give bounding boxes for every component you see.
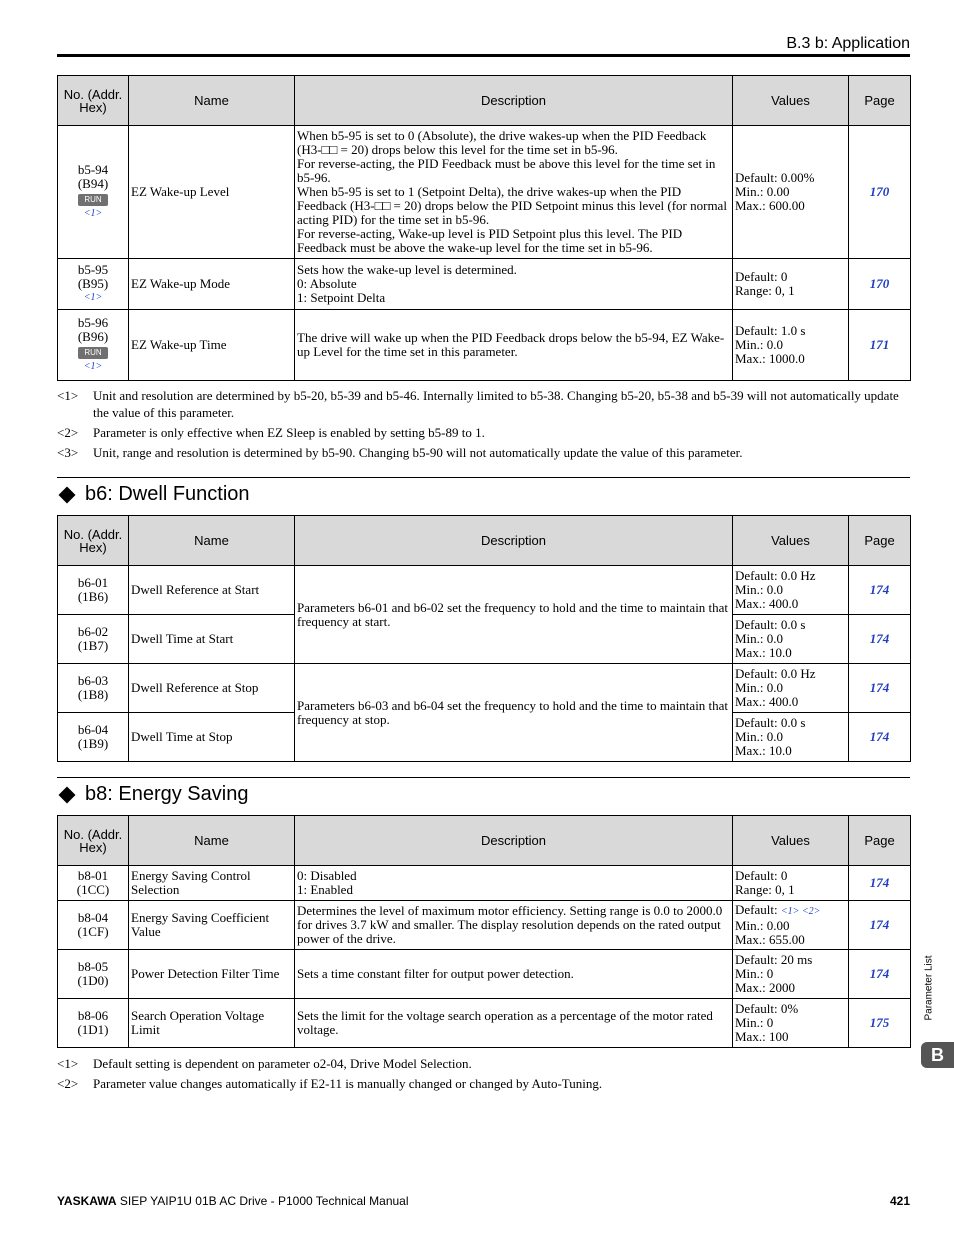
table-row: [58, 901, 911, 950]
param-number: b8-05: [77, 959, 109, 974]
run-icon: RUN: [78, 194, 108, 206]
param-name: Search Operation Voltage Limit: [129, 999, 295, 1048]
run-icon: RUN: [78, 347, 108, 359]
param-name: Dwell Reference at Stop: [129, 664, 295, 713]
footnote: [57, 1075, 910, 1092]
value-line: Default: 0: [735, 269, 788, 284]
param-address: (1CF): [77, 924, 109, 939]
param-values: [733, 866, 849, 901]
footnote: [57, 1055, 910, 1072]
value-line: Default: 0: [735, 868, 788, 883]
footnote-key: <1>: [57, 388, 79, 403]
page-link[interactable]: 175: [849, 999, 911, 1048]
page-link[interactable]: 171: [849, 310, 911, 381]
b8-notes: [57, 1055, 910, 1095]
param-values: [733, 664, 849, 713]
param-no-cell: [58, 259, 129, 310]
desc-line: 0: Disabled: [297, 868, 357, 883]
footer-doc: [57, 1194, 409, 1208]
param-name: EZ Wake-up Mode: [129, 259, 295, 310]
footnote-key: <2>: [57, 425, 79, 440]
page-link[interactable]: 170: [849, 259, 911, 310]
param-description: Parameters b6-01 and b6-02 set the frequency to hold and the time to maintain that frequency at start.: [295, 566, 733, 664]
page-footer: [57, 1194, 910, 1208]
value-line: Max.: 2000: [735, 980, 795, 995]
param-number: b8-01: [77, 868, 109, 883]
running-header: B.3 b: Application: [786, 35, 910, 52]
col-header-description: Description: [295, 816, 733, 866]
value-line: Min.: 0.0: [735, 680, 784, 695]
col-header-values: Values: [733, 76, 849, 126]
footnote-key: <1>: [57, 1056, 79, 1071]
value-line: Min.: 0.0: [735, 337, 784, 352]
table-row: [58, 866, 911, 901]
param-address: (1B6): [77, 589, 109, 604]
note-ref: <1> <2>: [780, 906, 821, 917]
param-number: b6-01: [77, 575, 109, 590]
section-title-b8: [57, 783, 248, 806]
page-link[interactable]: 170: [849, 126, 911, 259]
param-description: [295, 126, 733, 259]
footnote-key: <2>: [57, 1076, 79, 1091]
value-line: Max.: 10.0: [735, 743, 792, 758]
param-description: [295, 950, 733, 999]
value-line: Max.: 400.0: [735, 596, 799, 611]
col-header-no: No. (Addr. Hex): [58, 516, 129, 566]
param-description: [295, 259, 733, 310]
param-number: b5-95: [77, 262, 109, 277]
section-rule: [57, 477, 910, 478]
param-values: [733, 713, 849, 762]
param-number: b5-94: [77, 162, 109, 177]
section-rule: [57, 777, 910, 778]
value-line: Range: 0, 1: [735, 283, 795, 298]
note-ref: <1>: [83, 361, 103, 372]
side-label: [922, 950, 936, 1025]
param-no-cell: [58, 999, 129, 1048]
col-header-page: Page: [849, 516, 911, 566]
value-line: Max.: 1000.0: [735, 351, 805, 366]
desc-line: 0: Absolute: [297, 276, 357, 291]
param-name: Dwell Time at Stop: [129, 713, 295, 762]
param-name: Dwell Time at Start: [129, 615, 295, 664]
value-line: Default: 0%: [735, 1001, 799, 1016]
footnote: [57, 444, 910, 461]
param-no-cell: [58, 664, 129, 713]
param-number: b8-04: [77, 910, 109, 925]
param-name: EZ Wake-up Level: [129, 126, 295, 259]
footnote-text: Parameter value changes automatically if E2-11 is manually changed or changed by Auto-Tuning.: [93, 1076, 603, 1091]
note-ref: <1>: [83, 292, 103, 303]
value-line: Default: 0.00%: [735, 170, 815, 185]
param-description: [295, 901, 733, 950]
table-row: [58, 566, 911, 615]
param-description: Parameters b6-03 and b6-04 set the frequency to hold and the time to maintain that frequency at stop.: [295, 664, 733, 762]
desc-line: When b5-95 is set to 0 (Absolute), the drive wakes-up when the PID Feedback (H3-□□ = 20) drops below this level for the time set in b5-96.: [297, 128, 707, 157]
col-header-values: Values: [733, 816, 849, 866]
table-row: [58, 664, 911, 713]
col-header-description: Description: [295, 516, 733, 566]
desc-line: When b5-95 is set to 1 (Setpoint Delta), the drive wakes-up when the PID Feedback (H3-□□ = 20) drops below the PID Setpoint minus this level (for normal acting PID) for the time set in b5-96.: [297, 184, 727, 227]
desc-line: 1: Enabled: [297, 882, 353, 897]
chapter-tab[interactable]: B: [921, 1042, 954, 1068]
param-values: [733, 999, 849, 1048]
page-link[interactable]: 174: [849, 713, 911, 762]
col-header-name: Name: [129, 516, 295, 566]
value-line: Range: 0, 1: [735, 882, 795, 897]
section-title-b6: [57, 483, 250, 506]
value-line: Min.: 0: [735, 966, 774, 981]
param-no-cell: [58, 901, 129, 950]
value-line: Min.: 0.0: [735, 582, 784, 597]
value-line: Default: 20 ms: [735, 952, 813, 967]
footnote-text: Unit and resolution are determined by b5-20, b5-39 and b5-46. Internally limited to b5-38. Changing b5-20, b5-38 and b5-39 will not automatically update the value of this parameter.: [93, 388, 899, 420]
page-link[interactable]: 174: [849, 866, 911, 901]
col-header-page: Page: [849, 816, 911, 866]
param-no-cell: [58, 615, 129, 664]
param-description: [295, 999, 733, 1048]
value-line: Max.: 600.00: [735, 198, 805, 213]
param-address: (B94): [77, 176, 109, 191]
b6-parameter-table: [57, 515, 911, 762]
param-values: [733, 950, 849, 999]
desc-line: 1: Setpoint Delta: [297, 290, 386, 305]
diamond-icon: [59, 786, 76, 803]
desc-line: Determines the level of maximum motor efficiency. Setting range is 0.0 to 2000.0 for drives 3.7 kW and smaller. The display resolution depends on the rated output power of the drive.: [297, 903, 723, 946]
param-values: [733, 310, 849, 381]
param-name: Power Detection Filter Time: [129, 950, 295, 999]
doc-title: SIEP YAIP1U 01B AC Drive - P1000 Technical Manual: [119, 1194, 409, 1208]
param-number: b6-02: [77, 624, 109, 639]
diamond-icon: [59, 486, 76, 503]
col-header-name: Name: [129, 816, 295, 866]
param-number: b5-96: [77, 315, 109, 330]
value-line: Min.: 0: [735, 1015, 774, 1030]
value-line: Default: 0.0 s: [735, 715, 806, 730]
desc-line: For reverse-acting, the PID Feedback must be above this level for the time set in b5-96.: [297, 156, 716, 185]
param-values: [733, 126, 849, 259]
header-rule: [57, 54, 910, 57]
param-description: [295, 310, 733, 381]
value-line: Default: 1.0 s: [735, 323, 806, 338]
footnote: [57, 387, 910, 421]
footnote-text: Unit, range and resolution is determined by b5-90. Changing b5-90 will not automatically update the value of this parameter.: [93, 445, 743, 460]
col-header-values: Values: [733, 516, 849, 566]
value-line: Max.: 400.0: [735, 694, 799, 709]
page-link[interactable]: 174: [849, 615, 911, 664]
page-link[interactable]: 174: [849, 950, 911, 999]
section-title-text: b8: Energy Saving: [85, 783, 249, 805]
table1-notes: [57, 387, 910, 464]
param-name: EZ Wake-up Time: [129, 310, 295, 381]
param-number: b6-03: [77, 673, 109, 688]
value-line: Default: 0.0 s: [735, 617, 806, 632]
value-line: Max.: 100: [735, 1029, 789, 1044]
param-no-cell: [58, 866, 129, 901]
param-values: [733, 566, 849, 615]
param-no-cell: [58, 950, 129, 999]
col-header-name: Name: [129, 76, 295, 126]
table-row: [58, 126, 911, 259]
value-line: Min.: 0.0: [735, 631, 784, 646]
table-row: [58, 950, 911, 999]
b8-parameter-table: [57, 815, 911, 1048]
value-line: Default: 0.0 Hz: [735, 568, 816, 583]
value-line: [735, 903, 846, 919]
brand-name: YASKAWA: [57, 1194, 117, 1208]
param-no-cell: [58, 713, 129, 762]
param-values: [733, 615, 849, 664]
param-address: (1CC): [76, 882, 110, 897]
param-number: b6-04: [77, 722, 109, 737]
footnote-text: Parameter is only effective when EZ Sleep is enabled by setting b5-89 to 1.: [93, 425, 485, 440]
side-label-text: Parameter List: [923, 954, 935, 1021]
param-address: (B95): [77, 276, 109, 291]
desc-line: Sets a time constant filter for output power detection.: [297, 966, 574, 981]
value-line: Default: 0.0 Hz: [735, 666, 816, 681]
page-number: 421: [889, 1194, 910, 1208]
param-address: (1B8): [77, 687, 109, 702]
col-header-page: Page: [849, 76, 911, 126]
value-line: Min.: 0.00: [735, 184, 790, 199]
param-address: (1B9): [77, 736, 109, 751]
col-header-no: No. (Addr. Hex): [58, 816, 129, 866]
param-address: (B96): [77, 329, 109, 344]
value-text: Default:: [735, 902, 778, 917]
param-values: [733, 259, 849, 310]
param-address: (1D1): [77, 1022, 109, 1037]
param-address: (1B7): [77, 638, 109, 653]
value-line: Max.: 10.0: [735, 645, 792, 660]
param-address: (1D0): [77, 973, 109, 988]
page-link[interactable]: 174: [849, 664, 911, 713]
param-description: [295, 866, 733, 901]
table-row: [58, 310, 911, 381]
value-line: Min.: 0.00: [735, 918, 790, 933]
col-header-no: No. (Addr. Hex): [58, 76, 129, 126]
b5-parameter-table: [57, 75, 911, 381]
param-no-cell: [58, 566, 129, 615]
footnote-key: <3>: [57, 445, 79, 460]
page-link[interactable]: 174: [849, 901, 911, 950]
desc-line: Sets how the wake-up level is determined.: [297, 262, 517, 277]
section-title-text: b6: Dwell Function: [85, 483, 250, 505]
param-name: Energy Saving Control Selection: [129, 866, 295, 901]
param-name: Energy Saving Coefficient Value: [129, 901, 295, 950]
param-number: b8-06: [77, 1008, 109, 1023]
param-no-cell: [58, 310, 129, 381]
footnote: [57, 424, 910, 441]
desc-line: For reverse-acting, Wake-up level is PID Setpoint plus this level. The PID Feedback must be above the wake-up level for the time set in b5-96.: [297, 226, 683, 255]
desc-line: Sets the limit for the voltage search operation as a percentage of the motor rated voltage.: [297, 1008, 713, 1037]
value-line: Min.: 0.0: [735, 729, 784, 744]
value-line: Max.: 655.00: [735, 932, 805, 947]
table-row: [58, 259, 911, 310]
desc-line: The drive will wake up when the PID Feedback drops below the b5-94, EZ Wake-up Level for the time set in this parameter.: [297, 330, 725, 359]
footnote-text: Default setting is dependent on parameter o2-04, Drive Model Selection.: [93, 1056, 472, 1071]
table-row: [58, 999, 911, 1048]
param-no-cell: [58, 126, 129, 259]
param-name: Dwell Reference at Start: [129, 566, 295, 615]
page-link[interactable]: 174: [849, 566, 911, 615]
col-header-description: Description: [295, 76, 733, 126]
param-values: [733, 901, 849, 950]
note-ref: <1>: [83, 208, 103, 219]
